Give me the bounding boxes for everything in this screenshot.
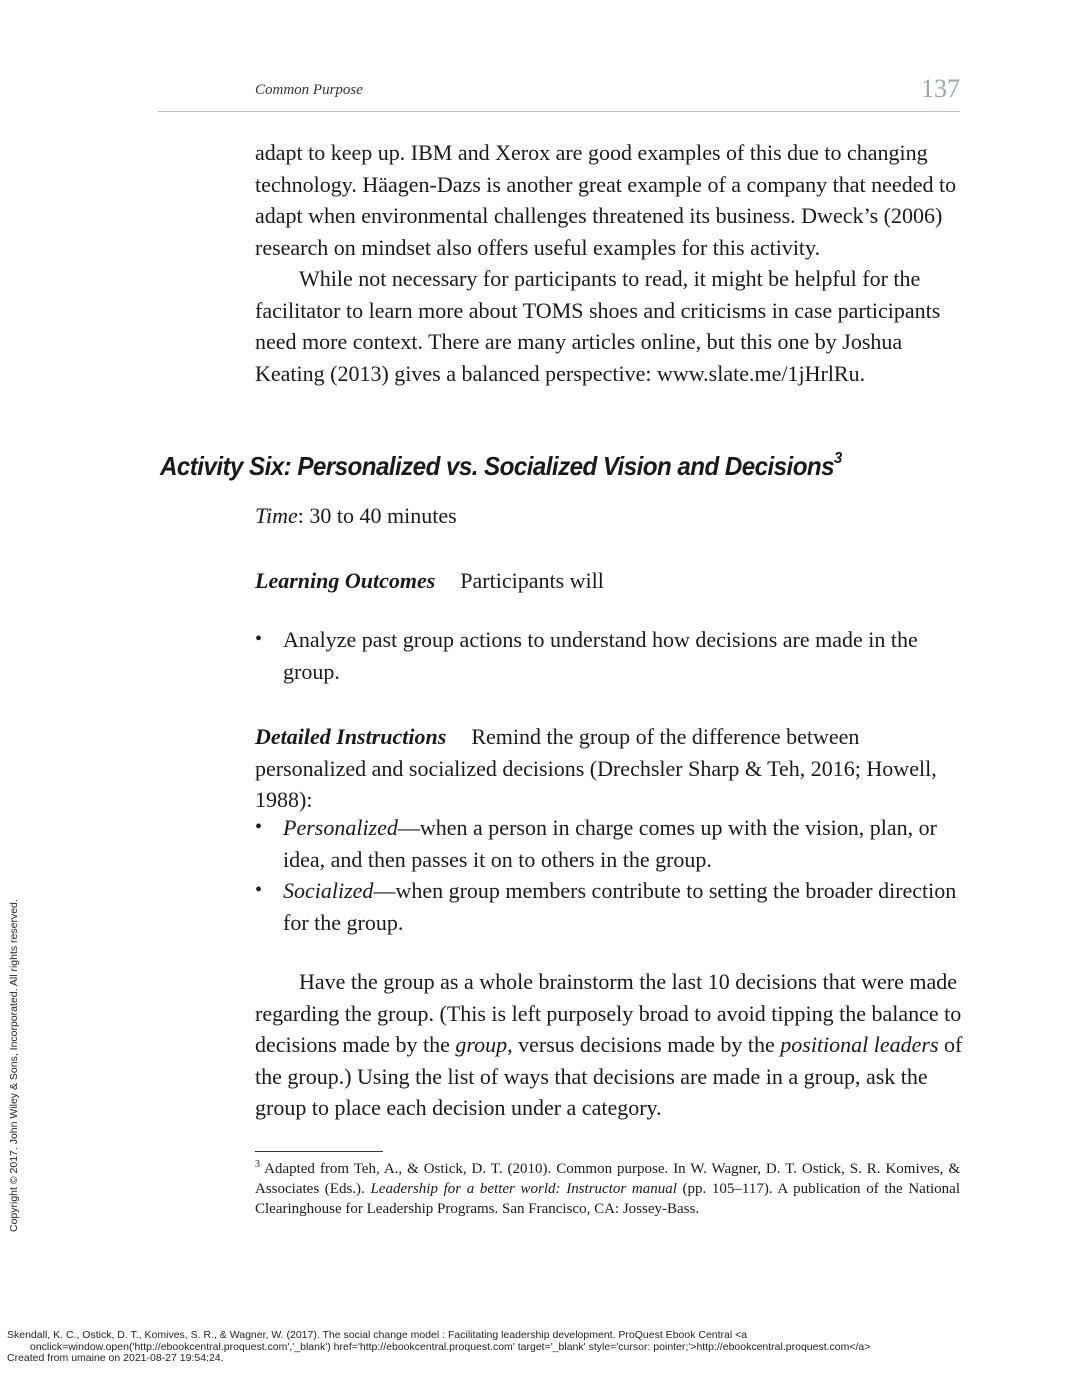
closing-text-2: , versus decisions made by the — [507, 1032, 781, 1057]
outcome-bullet-text: Analyze past group actions to understand how decisions are made in the group. — [283, 627, 918, 684]
bullet-term: Personalized — [283, 815, 398, 840]
learning-outcomes — [255, 565, 965, 597]
intro-section — [255, 137, 965, 389]
closing-em-leaders: positional leaders — [780, 1032, 939, 1057]
activity-heading-text: Activity Six: Personalized vs. Socialized Vision and Decisions — [160, 451, 835, 481]
bullet-text: —when group members contribute to setting the broader direction for the group. — [283, 878, 957, 935]
citation-line-3: Created from umaine on 2021-08-27 19:54:24. — [7, 1352, 224, 1364]
closing-text-1: Have the group as a whole brainstorm the last 10 decisions that were made regarding the group. (This is left purposely broad to avoid tipping the balance to decisions made by the — [255, 969, 962, 1057]
closing-text-3: of the group.) Using the list of ways that decisions are made in a group, ask the group to place each decision under a category. — [255, 1032, 963, 1120]
bullet-text: —when a person in charge comes up with the vision, plan, or idea, and then passes it on to others in the group. — [283, 815, 937, 872]
bullet-term: Socialized — [283, 878, 374, 903]
outcome-bullet — [255, 624, 965, 687]
outcomes-list — [255, 624, 965, 687]
footnote-text-2: (pp. 105–117). A publication of the National Clearinghouse for Leadership Programs. San Francisco, CA: Jossey-Bass. — [255, 1181, 960, 1217]
time-label: Time — [255, 503, 298, 528]
time-line — [255, 500, 965, 532]
running-head: Common Purpose — [255, 82, 363, 98]
instructions-label: Detailed Instructions — [255, 724, 447, 749]
intro-paragraph-1: adapt to keep up. IBM and Xerox are good examples of this due to changing technology. Häagen-Dazs is another great example of a company that needed to adapt when environmental challenges threatened its business. Dweck’s (2006) research on mindset also offers useful examples for this activity. — [255, 140, 957, 260]
citation-line-1: Skendall, K. C., Ostick, D. T., Komives, S. R., & Wagner, W. (2017). The social change model : Facilitating leadership development. ProQuest Ebook Central <a — [7, 1329, 748, 1341]
activity-heading — [160, 450, 842, 482]
footnote — [255, 1155, 960, 1219]
decision-types-list — [255, 812, 965, 938]
closing-em-group: group — [455, 1032, 508, 1057]
detailed-instructions — [255, 721, 965, 816]
footnote-marker: 3 — [255, 1159, 260, 1170]
time-value: : 30 to 40 minutes — [297, 503, 457, 528]
outcomes-text: Participants will — [460, 568, 604, 593]
copyright-margin-text: Copyright © 2017. John Wiley & Sons, Incorporated. All rights reserved. — [8, 899, 20, 1232]
outcomes-label: Learning Outcomes — [255, 568, 436, 593]
citation-footer — [7, 1330, 870, 1365]
footnote-rule — [255, 1151, 383, 1152]
citation-line-2: onclick=window.open('http://ebookcentral.proquest.com','_blank') href='http://ebookcentral.proquest.com' target='_blank' style='cursor: pointer;'>http://ebookcentral.proquest.com</a> — [30, 1340, 871, 1353]
closing-paragraph — [255, 966, 965, 1124]
instructions-text: Remind the group of the difference between personalized and socialized decisions (Drechsler Sharp & Teh, 2016; Howell, 1988): — [255, 724, 937, 812]
list-item-personalized — [255, 812, 965, 875]
intro-paragraph-2: While not necessary for participants to read, it might be helpful for the facilitator to learn more about TOMS shoes and criticisms in case participants need more context. There are many articles online, but this one by Joshua Keating (2013) gives a balanced perspective: www.slate.me/1jHrlRu. — [255, 266, 941, 386]
footnote-book-title: Leadership for a better world: Instructor manual — [370, 1181, 677, 1197]
footnote-text-1: Adapted from Teh, A., & Ostick, D. T. (2010). Common purpose. In W. Wagner, D. T. Ostick, S. R. Komives, & Associates (Eds.). — [255, 1161, 960, 1197]
header-rule — [158, 111, 960, 112]
page-number: 137 — [921, 74, 960, 103]
list-item-socialized — [255, 875, 965, 938]
heading-footnote-marker: 3 — [834, 450, 842, 467]
